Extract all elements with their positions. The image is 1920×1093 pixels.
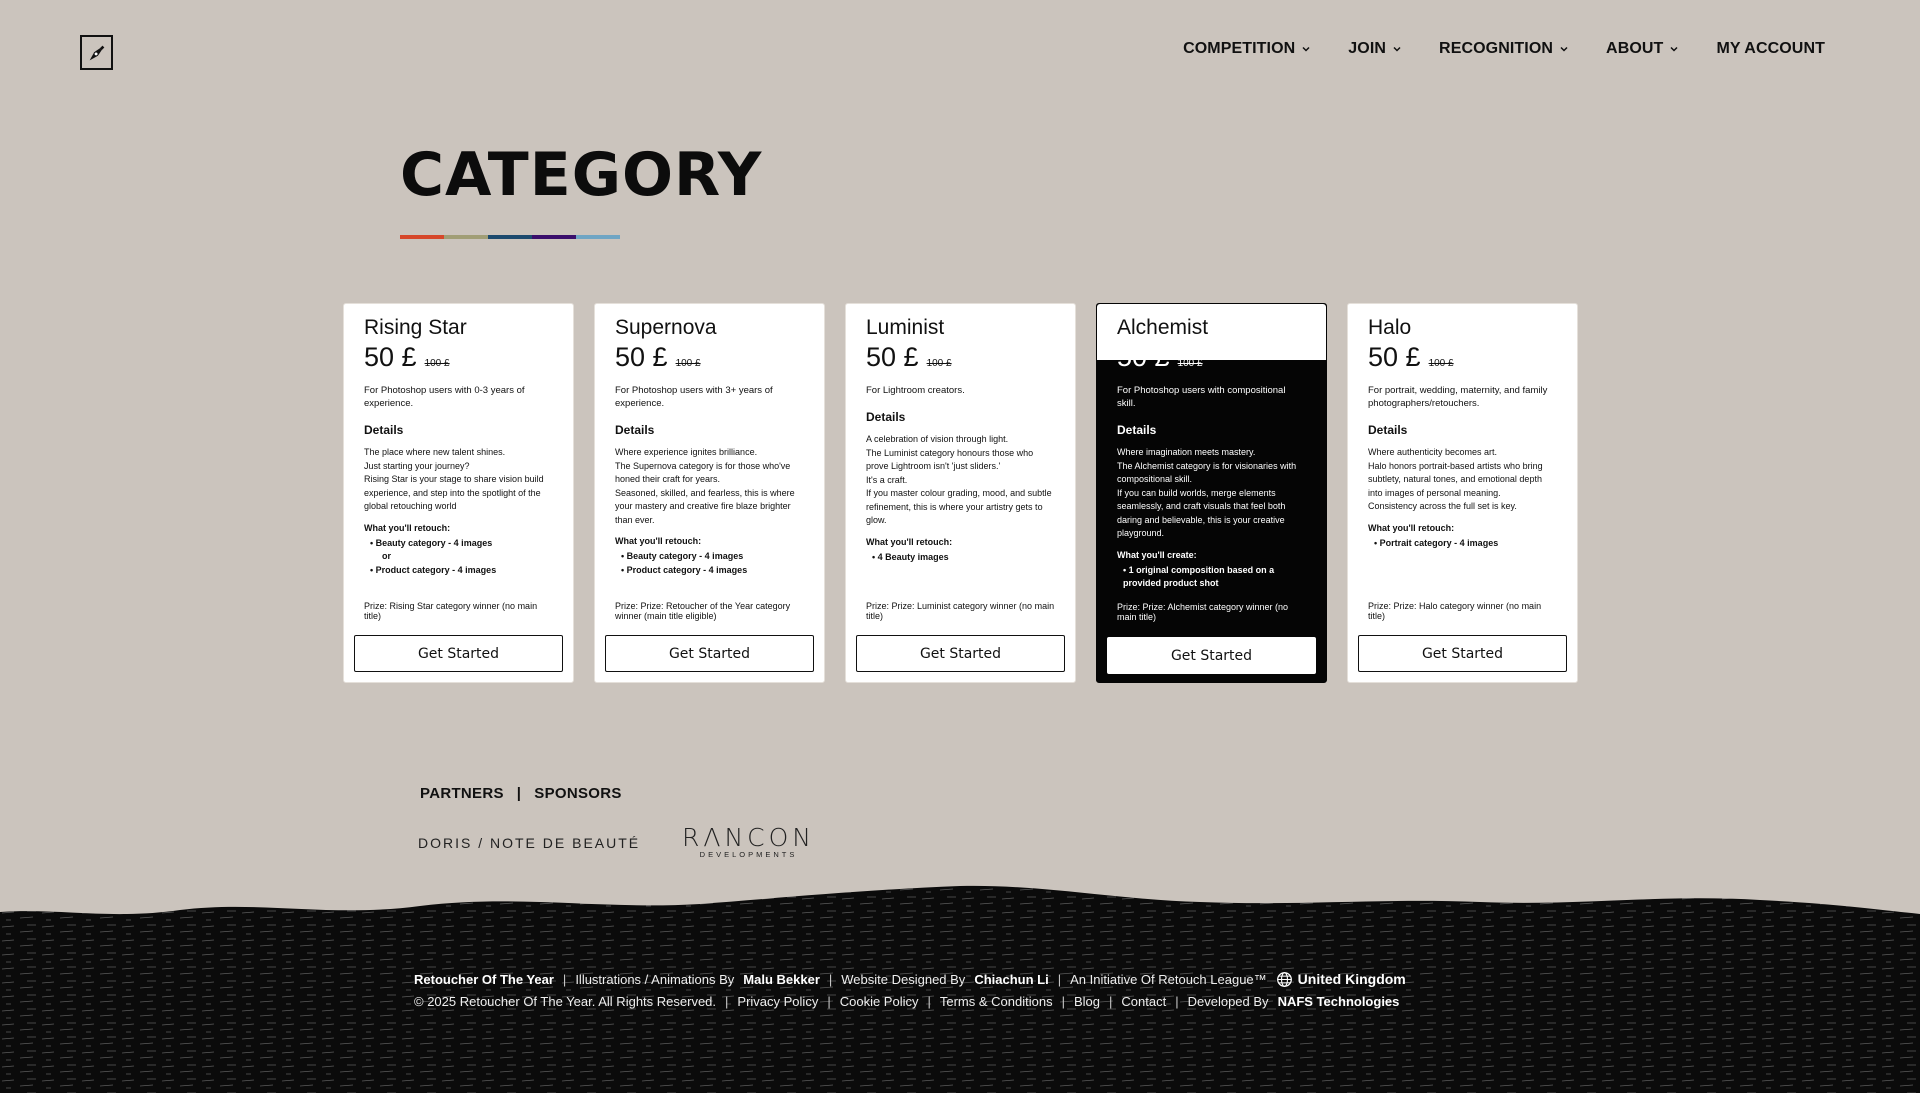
title-bar-segment xyxy=(532,235,576,239)
page-title: CATEGORY xyxy=(400,140,763,210)
chevron-down-icon xyxy=(1669,44,1679,54)
list-item: • Beauty category - 4 images xyxy=(370,537,553,551)
card-audience: For portrait, wedding, maternity, and family photographers/retouchers. xyxy=(1368,385,1548,409)
copyright: © 2025 Retoucher Of The Year. All Rights Reserved. xyxy=(414,993,717,1009)
old-price: 100 £ xyxy=(1428,358,1454,369)
old-price: 100 £ xyxy=(424,358,450,369)
details-heading: Details xyxy=(1117,423,1157,437)
partners-heading xyxy=(420,785,622,802)
retouch-heading: What you'll retouch: xyxy=(1368,522,1455,533)
footer-line-credits xyxy=(414,968,1406,990)
details-heading: Details xyxy=(1368,423,1408,437)
chevron-down-icon xyxy=(1301,44,1311,54)
footer-separator: | xyxy=(562,971,567,987)
get-started-button[interactable]: Get Started xyxy=(856,635,1065,672)
nav-join-label: JOIN xyxy=(1348,40,1387,57)
footer-separator: | xyxy=(1175,993,1179,1009)
get-started-button[interactable]: Get Started xyxy=(1358,635,1567,672)
card-title: Halo xyxy=(1368,316,1412,339)
nav-my-account[interactable] xyxy=(1716,40,1825,58)
partner-logo-doris[interactable]: DORIS / NOTE DE BEAUTÉ xyxy=(418,835,641,851)
card-audience: For Photoshop users with 0-3 years of experience. xyxy=(364,385,525,409)
list-item: • 1 original composition based on a provided product shot xyxy=(1123,564,1306,591)
main-nav xyxy=(1183,40,1825,58)
price: 50 £ xyxy=(1117,342,1170,372)
retouch-heading: What you'll retouch: xyxy=(615,536,702,546)
footer-illustrator-link[interactable]: Malu Bekker xyxy=(743,971,820,987)
nav-my-account-label: MY ACCOUNT xyxy=(1716,40,1825,57)
footer-separator: | xyxy=(1061,993,1065,1009)
partner-logo-rancon[interactable] xyxy=(682,823,815,859)
nav-recognition-label: RECOGNITION xyxy=(1439,40,1554,57)
list-item: • Product category - 4 images xyxy=(370,564,553,578)
price-row xyxy=(364,342,553,373)
list-item: • 4 Beauty images xyxy=(872,551,1055,565)
details-text: The place where new talent shines. Just starting your journey? Rising Star is your stage to share vision build experience, and step into the spotlight of the global retouching world xyxy=(364,447,544,511)
list-item: • Product category - 4 images xyxy=(621,564,804,578)
footer-line-legal xyxy=(414,990,1406,1012)
category-card-supernova xyxy=(594,303,825,683)
title-bar-segment xyxy=(576,235,620,239)
sponsors-link[interactable]: SPONSORS xyxy=(534,785,622,802)
details-heading: Details xyxy=(866,410,906,424)
retouch-list xyxy=(615,550,804,577)
old-price: 100 £ xyxy=(926,358,952,369)
card-title: Luminist xyxy=(866,316,945,339)
globe-icon xyxy=(1276,971,1293,988)
get-started-button[interactable]: Get Started xyxy=(354,635,563,672)
nav-competition[interactable] xyxy=(1183,40,1311,58)
card-title: Alchemist xyxy=(1117,316,1209,339)
prize-text: Prize: Prize: Luminist category winner (no main title) xyxy=(866,601,1055,621)
title-color-bar xyxy=(400,235,620,239)
developed-by-label: Developed By xyxy=(1187,993,1269,1009)
terms-link[interactable]: Terms & Conditions xyxy=(939,993,1053,1009)
footer-separator: | xyxy=(827,993,831,1009)
list-item-or: or xyxy=(382,551,391,561)
price-row xyxy=(615,342,804,373)
footer-illustrations-label: Illustrations / Animations By xyxy=(575,971,735,987)
retouch-heading: What you'll retouch: xyxy=(364,522,451,533)
region-label: United Kingdom xyxy=(1297,971,1406,987)
pen-nib-icon xyxy=(86,42,108,64)
footer-separator: | xyxy=(828,971,833,987)
details-text: A celebration of vision through light. The Luminist category honours those who prove Lightroom isn't 'just sliders.' It's a craft. If you master colour grading, mood, and subtle refinement, this is where your artistry gets to glow. xyxy=(866,434,1052,525)
price-row xyxy=(1368,342,1557,373)
card-title: Supernova xyxy=(615,316,717,339)
nav-about[interactable] xyxy=(1606,40,1679,58)
price: 50 £ xyxy=(615,342,668,372)
nav-about-label: ABOUT xyxy=(1606,40,1664,57)
prize-text: Prize: Prize: Alchemist category winner (no main title) xyxy=(1117,602,1289,622)
blog-link[interactable]: Blog xyxy=(1073,993,1101,1009)
nav-recognition[interactable] xyxy=(1439,40,1569,58)
prize-text: Prize: Prize: Retoucher of the Year category winner (main title eligible) xyxy=(615,601,791,621)
details-heading: Details xyxy=(615,423,655,437)
price: 50 £ xyxy=(1368,342,1421,372)
footer xyxy=(414,968,1406,1012)
retouch-list xyxy=(1117,564,1306,591)
retouch-list xyxy=(1368,537,1557,551)
price-row xyxy=(866,342,1055,373)
rancon-subtitle: DEVELOPMENTS xyxy=(699,850,798,859)
nav-competition-label: COMPETITION xyxy=(1183,40,1296,57)
retouch-heading: What you'll create: xyxy=(1117,549,1197,560)
list-item: • Beauty category - 4 images xyxy=(621,550,804,564)
details-text: Where authenticity becomes art. Halo honors portrait-based artists who bring subtlety, natural tones, and emotional depth into images of personal meaning. Consistency across the full set is key. xyxy=(1368,447,1543,511)
retouch-list xyxy=(364,537,553,578)
developer-link[interactable]: NAFS Technologies xyxy=(1277,993,1400,1009)
category-cards xyxy=(343,303,1578,683)
category-card-alchemist xyxy=(1096,303,1327,683)
category-card-luminist xyxy=(845,303,1076,683)
logo[interactable] xyxy=(80,35,113,70)
card-audience: For Lightroom creators. xyxy=(866,385,965,396)
footer-designer-link[interactable]: Chiachun Li xyxy=(974,971,1049,987)
region-selector[interactable] xyxy=(1276,971,1406,988)
price: 50 £ xyxy=(364,342,417,372)
footer-separator: | xyxy=(725,993,729,1009)
details-heading: Details xyxy=(364,423,404,437)
contact-link[interactable]: Contact xyxy=(1121,993,1167,1009)
footer-separator: | xyxy=(927,993,931,1009)
details-text: Where experience ignites brilliance. The Supernova category is for those who've honed their craft for years. Seasoned, skilled, and fearless, this is where your mastery and creative fire blaze brighter than ever. xyxy=(615,447,795,525)
title-bar-segment xyxy=(488,235,532,239)
title-bar-segment xyxy=(444,235,488,239)
category-card-rising-star xyxy=(343,303,574,683)
chevron-down-icon xyxy=(1559,44,1569,54)
footer-separator: | xyxy=(1057,971,1062,987)
get-started-button[interactable]: Get Started xyxy=(605,635,814,672)
cookie-policy-link[interactable]: Cookie Policy xyxy=(839,993,919,1009)
retouch-heading: What you'll retouch: xyxy=(866,536,953,547)
list-item: • Portrait category - 4 images xyxy=(1374,537,1557,551)
old-price: 100 £ xyxy=(675,358,701,369)
footer-site-name[interactable]: Retoucher Of The Year xyxy=(414,971,554,987)
retouch-list xyxy=(866,551,1055,565)
footer-design-label: Website Designed By xyxy=(841,971,966,987)
get-started-button[interactable]: Get Started xyxy=(1107,637,1316,674)
footer-initiative[interactable]: An Initiative Of Retouch League™ xyxy=(1070,971,1267,987)
card-audience: For Photoshop users with 3+ years of experience. xyxy=(615,385,773,409)
rancon-wordmark: RΛNCON xyxy=(682,823,816,852)
card-audience: For Photoshop users with compositional skill. xyxy=(1117,385,1286,409)
title-bar-segment xyxy=(400,235,444,239)
footer-separator: | xyxy=(1109,993,1113,1009)
partners-link[interactable]: PARTNERS xyxy=(420,785,504,802)
prize-text: Prize: Prize: Halo category winner (no main title) xyxy=(1368,601,1542,621)
details-text: Where imagination meets mastery. The Alchemist category is for visionaries with compositional skill. If you can build worlds, merge elements seamlessly, and craft visuals that feel both daring and believable, this is your creative playground. xyxy=(1117,447,1297,538)
prize-text: Prize: Rising Star category winner (no main title) xyxy=(364,601,538,621)
price: 50 £ xyxy=(866,342,919,372)
category-card-halo xyxy=(1347,303,1578,683)
chevron-down-icon xyxy=(1392,44,1402,54)
privacy-policy-link[interactable]: Privacy Policy xyxy=(737,993,819,1009)
nav-join[interactable] xyxy=(1348,40,1402,58)
price-row xyxy=(1117,342,1306,373)
old-price: 100 £ xyxy=(1177,358,1203,369)
card-title: Rising Star xyxy=(364,316,467,339)
partners-divider: | xyxy=(516,785,522,802)
